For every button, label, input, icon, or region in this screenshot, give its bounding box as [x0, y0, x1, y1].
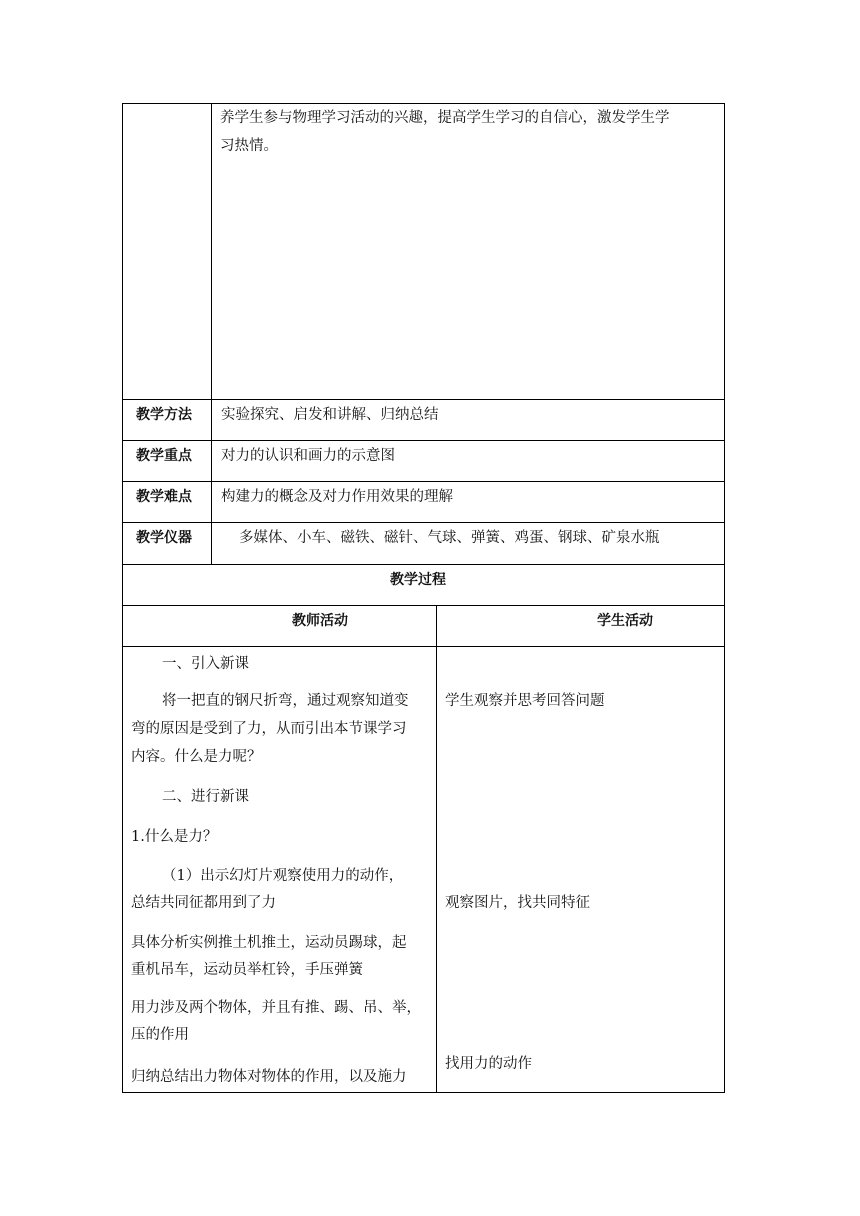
student-activity-pictures: 观察图片，找共同特征: [445, 895, 590, 911]
question-what-is-force: 1.什么是力？: [131, 829, 218, 845]
key-point-label: 教学重点: [136, 448, 192, 464]
student-activity-observe: 学生观察并思考回答问题: [445, 693, 605, 709]
student-activity-find-actions: 找用力的动作: [445, 1056, 532, 1072]
difficulty-content: 构建力的概念及对力作用效果的理解: [221, 489, 453, 505]
activity-column-divider: [436, 605, 437, 1093]
row-divider: [122, 440, 725, 441]
student-column-header: 学生活动: [597, 613, 653, 629]
intro-paragraph-line: 弯的原因是受到了力，从而引出本节课学习: [131, 721, 407, 737]
summary-paragraph-line: 归纳总结出力物体对物体的作用，以及施力: [131, 1069, 407, 1085]
example-paragraph-line: 重机吊车，运动员举杠铃，手压弹簧: [131, 962, 363, 978]
process-title: 教学过程: [390, 572, 446, 588]
table-border-right: [724, 103, 725, 1093]
table-border-left: [122, 103, 123, 1093]
row-divider: [122, 564, 725, 565]
force-involves-paragraph-line: 压的作用: [131, 1027, 189, 1043]
method-content: 实验探究、启发和讲解、归纳总结: [221, 407, 439, 423]
example-paragraph-line: 具体分析实例推土机推土，运动员踢球，起: [131, 935, 407, 951]
row-divider: [122, 399, 725, 400]
goal-line-1: 养学生参与物理学习活动的兴趣，提高学生学习的自信心，激发学生学: [220, 110, 670, 126]
force-involves-paragraph-line: 用力涉及两个物体，并且有推、踢、吊、举，: [131, 1000, 421, 1016]
row-divider: [122, 522, 725, 523]
row-divider: [122, 646, 725, 647]
instrument-label: 教学仪器: [136, 530, 192, 546]
row-divider: [122, 481, 725, 482]
teacher-column-header: 教师活动: [292, 613, 348, 629]
slide-paragraph-line: 总结共同征都用到了力: [131, 895, 276, 911]
table-border-bottom: [122, 1092, 725, 1093]
new-lesson-heading: 二、进行新课: [162, 789, 249, 805]
difficulty-label: 教学难点: [136, 489, 192, 505]
slide-paragraph-line: （1）出示幻灯片观察使用力的动作，: [162, 868, 404, 884]
instrument-content: 多媒体、小车、磁铁、磁针、气球、弹簧、鸡蛋、钢球、矿泉水瓶: [239, 530, 660, 546]
key-point-content: 对力的认识和画力的示意图: [221, 448, 395, 464]
label-column-divider: [211, 103, 212, 565]
teaching-goal-text: [220, 104, 720, 160]
intro-heading: 一、引入新课: [162, 656, 249, 672]
method-label: 教学方法: [136, 407, 192, 423]
goal-line-2: 习热情。: [220, 138, 278, 154]
row-divider: [122, 605, 725, 606]
intro-paragraph-line: 将一把直的钢尺折弯，通过观察知道变: [162, 693, 409, 709]
intro-paragraph-line: 内容。什么是力呢？: [131, 749, 262, 765]
